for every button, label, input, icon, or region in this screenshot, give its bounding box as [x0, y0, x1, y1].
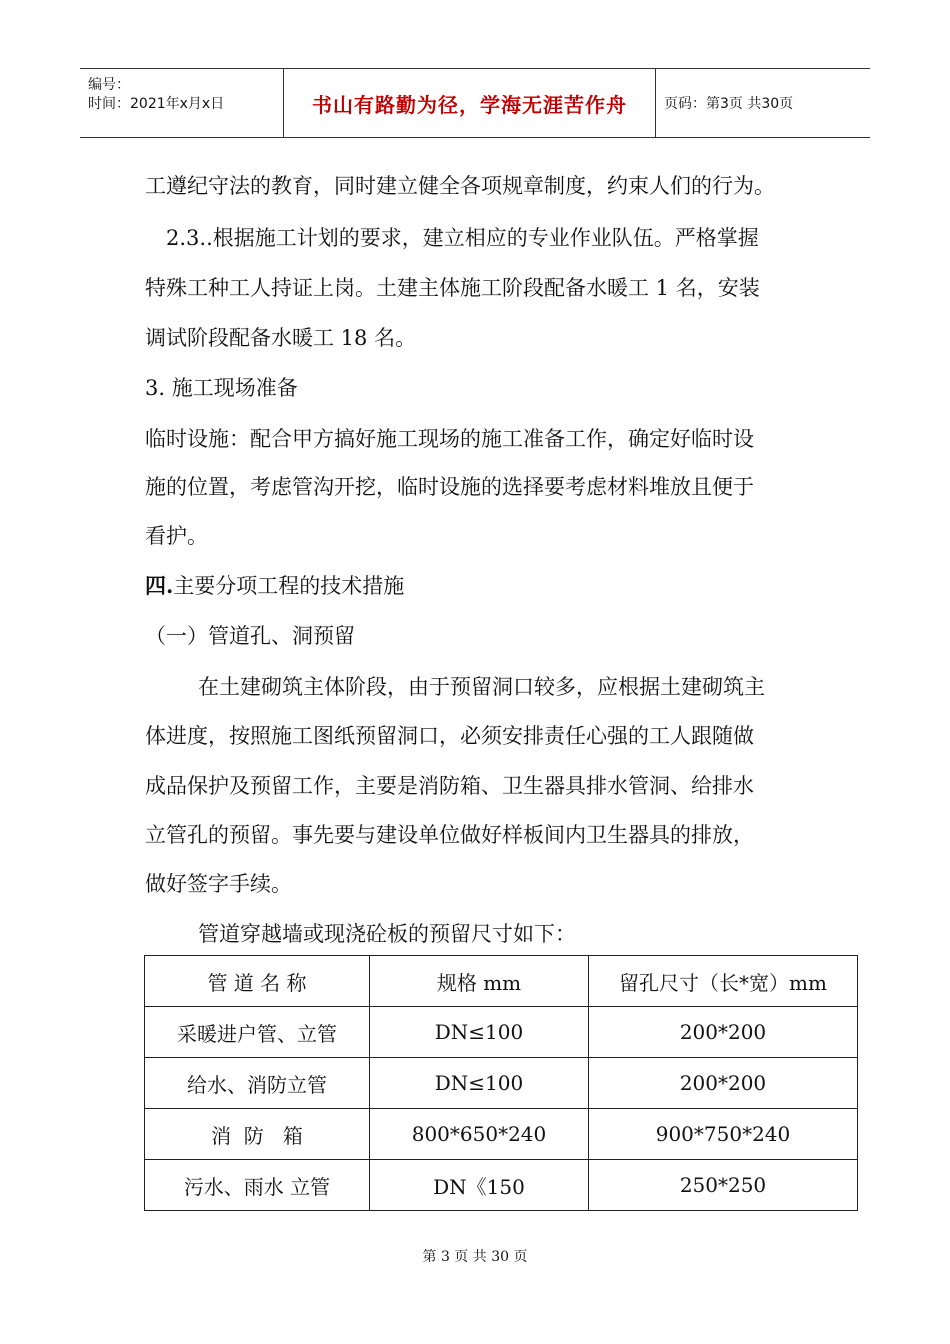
paragraph-line: 做好签字手续。 — [145, 872, 292, 896]
number-label: 编号： — [88, 77, 130, 93]
body-line: 调试阶段配备水暖工 18 名。 — [145, 326, 417, 350]
body-line: 临时设施：配合甲方搞好施工现场的施工准备工作，确定好临时设 — [145, 427, 754, 451]
table-row — [145, 1160, 858, 1211]
body-line: 工遵纪守法的教育，同时建立健全各项规章制度，约束人们的行为。 — [145, 174, 775, 198]
table-cell: 900*750*240 — [589, 1109, 858, 1160]
paragraph-line: 立管孔的预留。事先要与建设单位做好样板间内卫生器具的排放， — [145, 823, 754, 847]
table-cell: 200*200 — [589, 1007, 858, 1058]
paragraph-line: 体进度，按照施工图纸预留洞口，必须安排责任心强的工人跟随做 — [145, 724, 754, 748]
page-footer: 第 3 页 共 30 页 — [422, 1249, 528, 1265]
table-header-row — [145, 956, 858, 1007]
table-cell: DN≤100 — [370, 1007, 589, 1058]
section-number: 四. — [145, 573, 174, 598]
table-row — [145, 1109, 858, 1160]
page-header — [80, 68, 870, 138]
section-heading — [145, 570, 404, 600]
reserved-hole-table — [144, 955, 858, 1211]
table-cell: DN≤100 — [370, 1058, 589, 1109]
table-cell: 消 防 箱 — [145, 1109, 370, 1160]
paragraph-line: 在土建砌筑主体阶段，由于预留洞口较多，应根据土建砌筑主 — [198, 675, 765, 699]
subheading: 3. 施工现场准备 — [145, 376, 298, 400]
table-cell: 200*200 — [589, 1058, 858, 1109]
table-header-cell: 规格 mm — [370, 956, 589, 1007]
header-motto: 书山有路勤为径，学海无涯苦作舟 — [284, 69, 656, 137]
body-line: 特殊工种工人持证上岗。土建主体施工阶段配备水暖工 1 名，安装 — [145, 276, 760, 300]
table-header-cell: 管 道 名 称 — [145, 956, 370, 1007]
table-row — [145, 1058, 858, 1109]
header-page-info: 页码：第3页 共30页 — [664, 96, 794, 112]
section-title: 主要分项工程的技术措施 — [173, 574, 405, 598]
table-row — [145, 1007, 858, 1058]
table-cell: 污水、雨水 立管 — [145, 1160, 370, 1211]
body-line: 2.3..根据施工计划的要求，建立相应的专业作业队伍。严格掌握 — [166, 226, 759, 250]
paragraph-line: 成品保护及预留工作，主要是消防箱、卫生器具排水管洞、给排水 — [145, 774, 754, 798]
table-cell: 800*650*240 — [370, 1109, 589, 1160]
table-intro: 管道穿越墙或现浇砼板的预留尺寸如下： — [198, 922, 576, 946]
table-cell: DN《150 — [370, 1160, 589, 1211]
subsection-heading: （一）管道孔、洞预留 — [145, 624, 355, 648]
time-label: 时间：2021年x月x日 — [88, 96, 225, 112]
body-line: 看护。 — [145, 524, 208, 548]
body-line: 施的位置，考虑管沟开挖，临时设施的选择要考虑材料堆放且便于 — [145, 475, 754, 499]
table-cell: 给水、消防立管 — [145, 1058, 370, 1109]
table-cell: 采暖进户管、立管 — [145, 1007, 370, 1058]
table-header-cell: 留孔尺寸（长*宽）mm — [589, 956, 858, 1007]
table-cell: 250*250 — [589, 1160, 858, 1211]
header-meta — [80, 69, 284, 137]
